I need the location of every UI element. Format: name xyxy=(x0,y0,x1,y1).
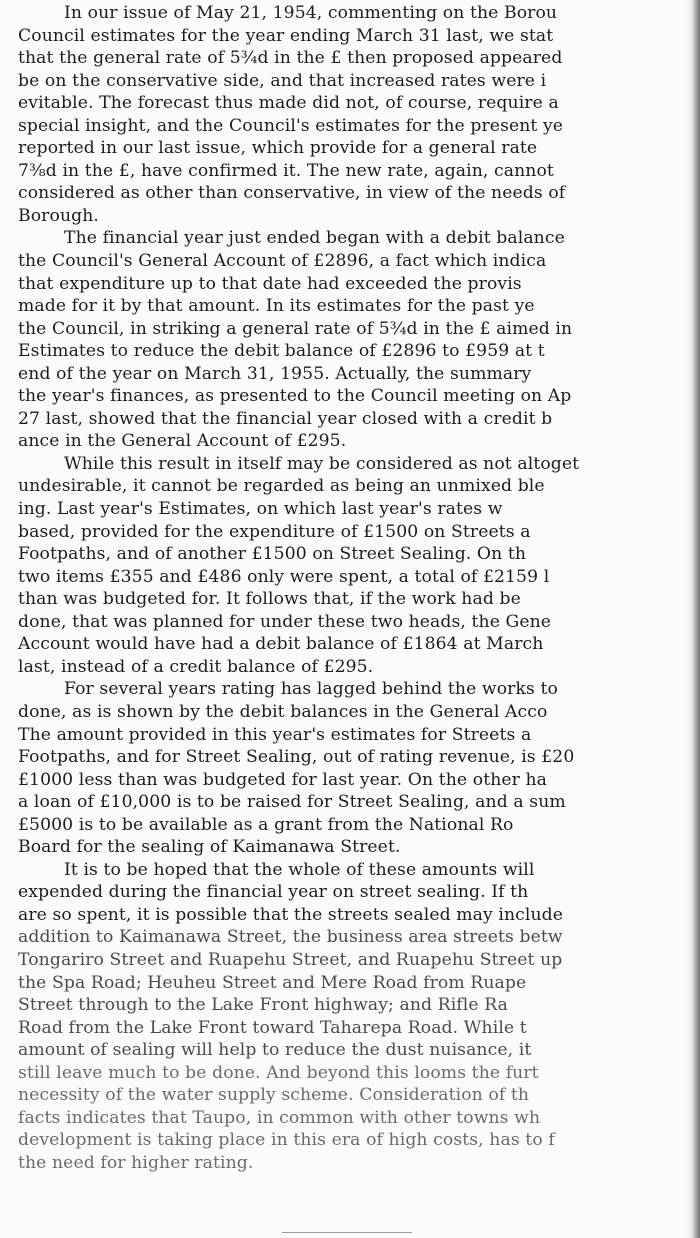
text-line: 27 last, showed that the financial year closed with a credit b xyxy=(18,408,553,429)
text-line: Board for the sealing of Kaimanawa Street. xyxy=(18,837,401,858)
text-line: expended during the financial year on street sealing. If th xyxy=(18,882,529,903)
text-line: the Council's General Account of £2896, a fact which indica xyxy=(18,251,547,272)
text-line: that expenditure up to that date had exceeded the provis xyxy=(18,273,522,294)
text-line: made for it by that amount. In its estimates for the past ye xyxy=(18,296,535,317)
text-line: Tongariro Street and Ruapehu Street, and Ruapehu Street up xyxy=(18,949,563,970)
text-line: a loan of £10,000 is to be raised for Street Sealing, and a sum xyxy=(18,792,566,813)
text-line: necessity of the water supply scheme. Consideration of th xyxy=(18,1085,530,1106)
text-line: considered as other than conservative, in view of the needs of xyxy=(18,183,566,204)
text-line: the Council, in striking a general rate of 5¾d in the £ aimed in xyxy=(18,318,573,339)
text-line: addition to Kaimanawa Street, the business area streets betw xyxy=(18,927,563,948)
text-line: ance in the General Account of £295. xyxy=(18,431,347,452)
text-line: Street through to the Lake Front highway; and Rifle Ra xyxy=(18,995,508,1016)
page-edge-shadow xyxy=(686,0,700,1238)
text-line: reported in our last issue, which provide for a general rate xyxy=(18,138,538,159)
text-line: It is to be hoped that the whole of these amounts will xyxy=(64,859,535,880)
text-line: than was budgeted for. It follows that, if the work had be xyxy=(18,589,521,610)
text-line: Footpaths, and of another £1500 on Street Sealing. On th xyxy=(18,544,527,565)
text-line: While this result in itself may be considered as not altoget xyxy=(64,453,580,474)
text-line: £1000 less than was budgeted for last year. On the other ha xyxy=(18,769,548,790)
text-line: Road from the Lake Front toward Taharepa Road. While t xyxy=(18,1017,527,1038)
editorial-column xyxy=(18,2,690,1174)
column-end-rule xyxy=(282,1232,412,1233)
text-line: For several years rating has lagged behind the works to xyxy=(64,679,558,700)
text-line: Estimates to reduce the debit balance of £2896 to £959 at t xyxy=(18,341,545,362)
text-line: the need for higher rating. xyxy=(18,1152,254,1173)
paragraph-4 xyxy=(18,678,690,858)
text-line: the year's finances, as presented to the Council meeting on Ap xyxy=(18,386,572,407)
text-line: evitable. The forecast thus made did not, of course, require a xyxy=(18,93,559,114)
text-line: ing. Last year's Estimates, on which last year's rates w xyxy=(18,499,503,520)
text-line: done, as is shown by the debit balances in the General Acco xyxy=(18,701,548,722)
text-line: Account would have had a debit balance of £1864 at March xyxy=(18,634,544,655)
text-line: The amount provided in this year's estimates for Streets a xyxy=(18,724,532,745)
text-line: be on the conservative side, and that increased rates were i xyxy=(18,70,547,91)
text-line: last, instead of a credit balance of £295. xyxy=(18,656,374,677)
text-line: the Spa Road; Heuheu Street and Mere Road from Ruape xyxy=(18,972,527,993)
paragraph-2 xyxy=(18,227,690,452)
paragraph-3 xyxy=(18,453,690,678)
text-line: end of the year on March 31, 1955. Actually, the summary xyxy=(18,363,532,384)
text-line: Council estimates for the year ending March 31 last, we stat xyxy=(18,25,554,46)
text-line: In our issue of May 21, 1954, commenting on the Borou xyxy=(64,3,558,23)
text-line: £5000 is to be available as a grant from the National Ro xyxy=(18,814,514,835)
paragraph-5 xyxy=(18,859,690,1175)
paragraph-1 xyxy=(18,2,690,227)
text-line: undesirable, it cannot be regarded as being an unmixed ble xyxy=(18,476,545,497)
text-line: that the general rate of 5¾d in the £ then proposed appeared xyxy=(18,48,563,69)
text-line: development is taking place in this era of high costs, has to f xyxy=(18,1130,555,1151)
text-line: based, provided for the expenditure of £1500 on Streets a xyxy=(18,521,531,542)
text-line: facts indicates that Taupo, in common with other towns wh xyxy=(18,1107,541,1128)
text-line: amount of sealing will help to reduce the dust nuisance, it xyxy=(18,1040,532,1061)
text-line: special insight, and the Council's estimates for the present ye xyxy=(18,115,564,136)
text-line: two items £355 and £486 only were spent, a total of £2159 l xyxy=(18,566,550,587)
text-line: The financial year just ended began with a debit balance xyxy=(64,228,565,249)
text-line: Borough. xyxy=(18,205,99,226)
text-line: still leave much to be done. And beyond this looms the furt xyxy=(18,1062,539,1083)
text-line: Footpaths, and for Street Sealing, out of rating revenue, is £20 xyxy=(18,747,575,768)
text-line: 7⅜d in the £, have confirmed it. The new rate, again, cannot xyxy=(18,160,554,181)
text-line: done, that was planned for under these two heads, the Gene xyxy=(18,611,552,632)
text-line: are so spent, it is possible that the streets sealed may include xyxy=(18,904,564,925)
